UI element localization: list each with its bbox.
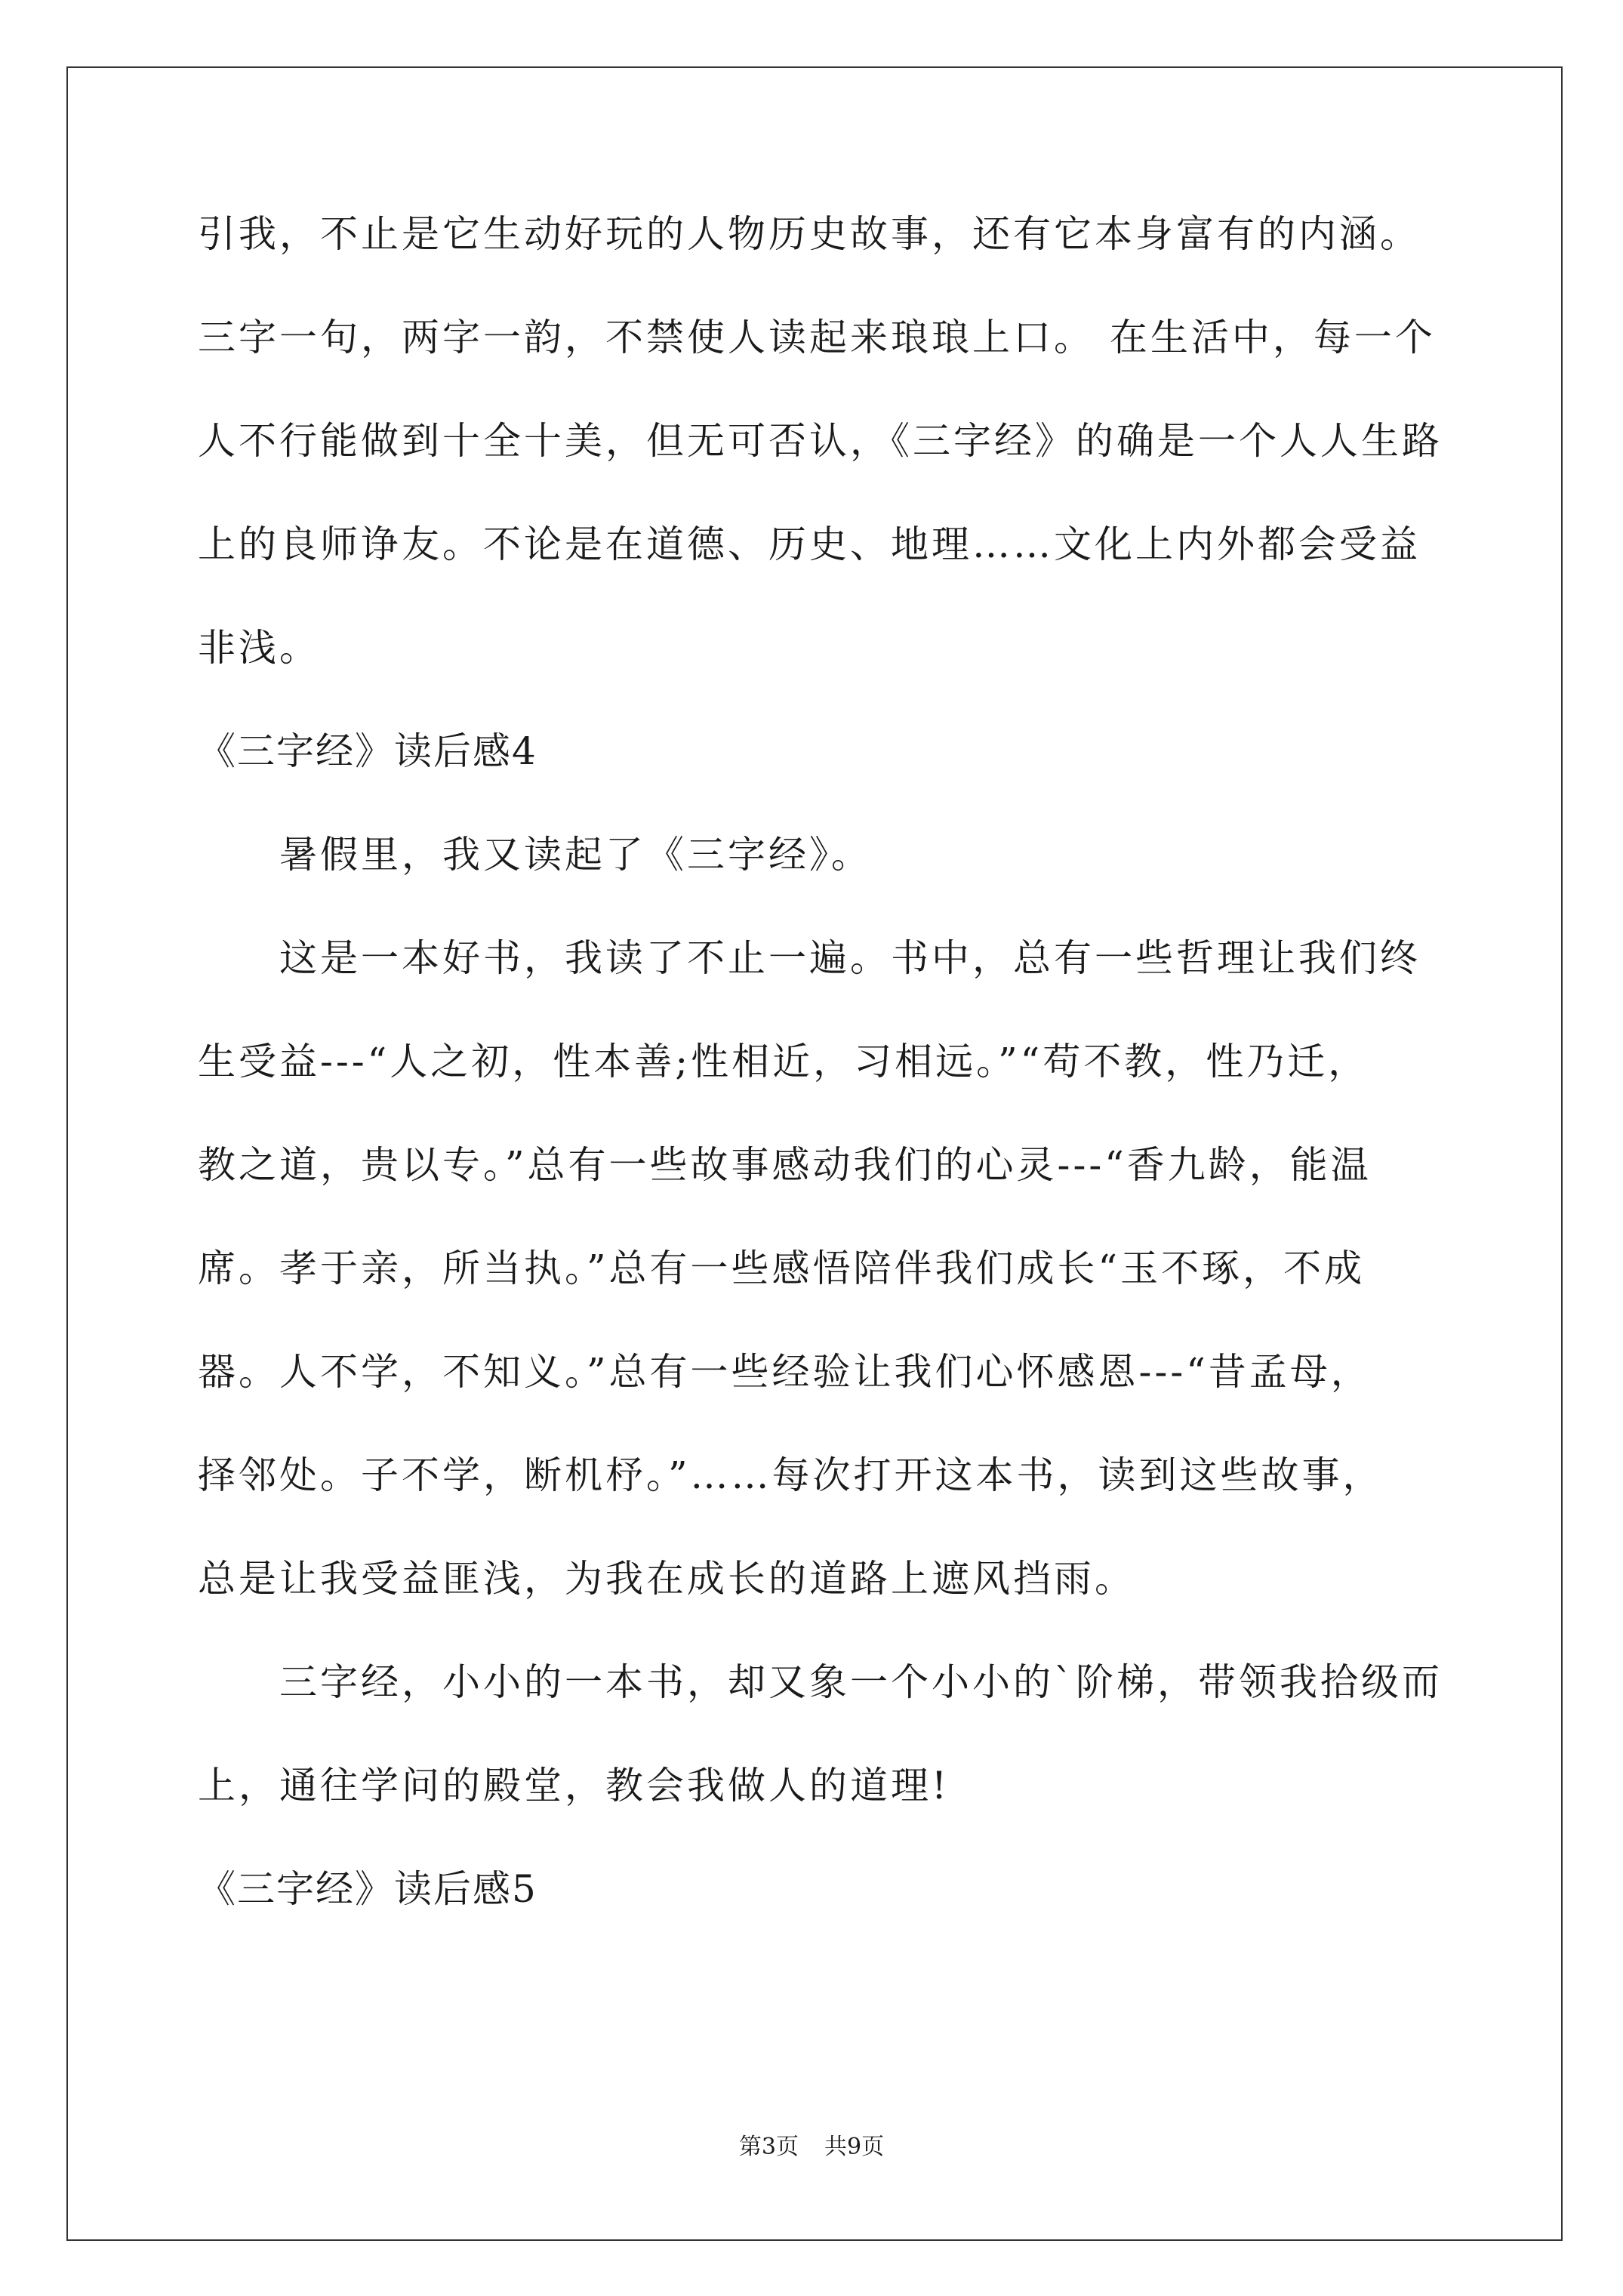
- section-heading: 《三字经》读后感5: [198, 1867, 537, 1911]
- text-line: 人不行能做到十全十美，但无可否认，《三字经》的确是一个人人生路: [198, 419, 1443, 463]
- page-footer: [0, 2128, 1623, 2161]
- text-line: 暑假里，我又读起了《三字经》。: [279, 833, 872, 877]
- text-line: 上的良师诤友。不论是在道德、历史、地理……文化上内外都会受益: [198, 522, 1421, 566]
- text-line: 器。人不学，不知义。”总有一些经验让我们心怀感恩---“昔孟母，: [198, 1350, 1372, 1394]
- text-line: 这是一本好书，我读了不止一遍。书中，总有一些哲理让我们终: [279, 936, 1421, 980]
- text-line: 引我，不止是它生动好玩的人物历史故事，还有它本身富有的内涵。: [198, 212, 1421, 256]
- text-line: 上，通往学问的殿堂，教会我做人的道理!: [198, 1764, 950, 1808]
- page-number: 第3页: [738, 2134, 799, 2160]
- text-line: 三字一句，两字一韵，不禁使人读起来琅琅上口。 在生活中，每一个: [198, 316, 1436, 359]
- text-line: 择邻处。子不学，断机杼。”……每次打开这本书，读到这些故事，: [198, 1453, 1384, 1497]
- text-line: 三字经，小小的一本书，却又象一个小小的`阶梯，带领我拾级而: [279, 1660, 1443, 1704]
- text-line: 席。孝于亲，所当执。”总有一些感悟陪伴我们成长“玉不琢，不成: [198, 1247, 1366, 1290]
- text-line: 总是让我受益匪浅，为我在成长的道路上遮风挡雨。: [198, 1557, 1135, 1601]
- section-heading: 《三字经》读后感4: [198, 729, 537, 773]
- page-total: 共9页: [824, 2134, 885, 2160]
- text-line: 教之道，贵以专。”总有一些故事感动我们的心灵---“香九龄，能温: [198, 1143, 1372, 1187]
- text-line: 非浅。: [198, 626, 320, 670]
- text-line: 生受益---“人之初，性本善;性相近，习相远。”“苟不教，性乃迁，: [198, 1040, 1369, 1083]
